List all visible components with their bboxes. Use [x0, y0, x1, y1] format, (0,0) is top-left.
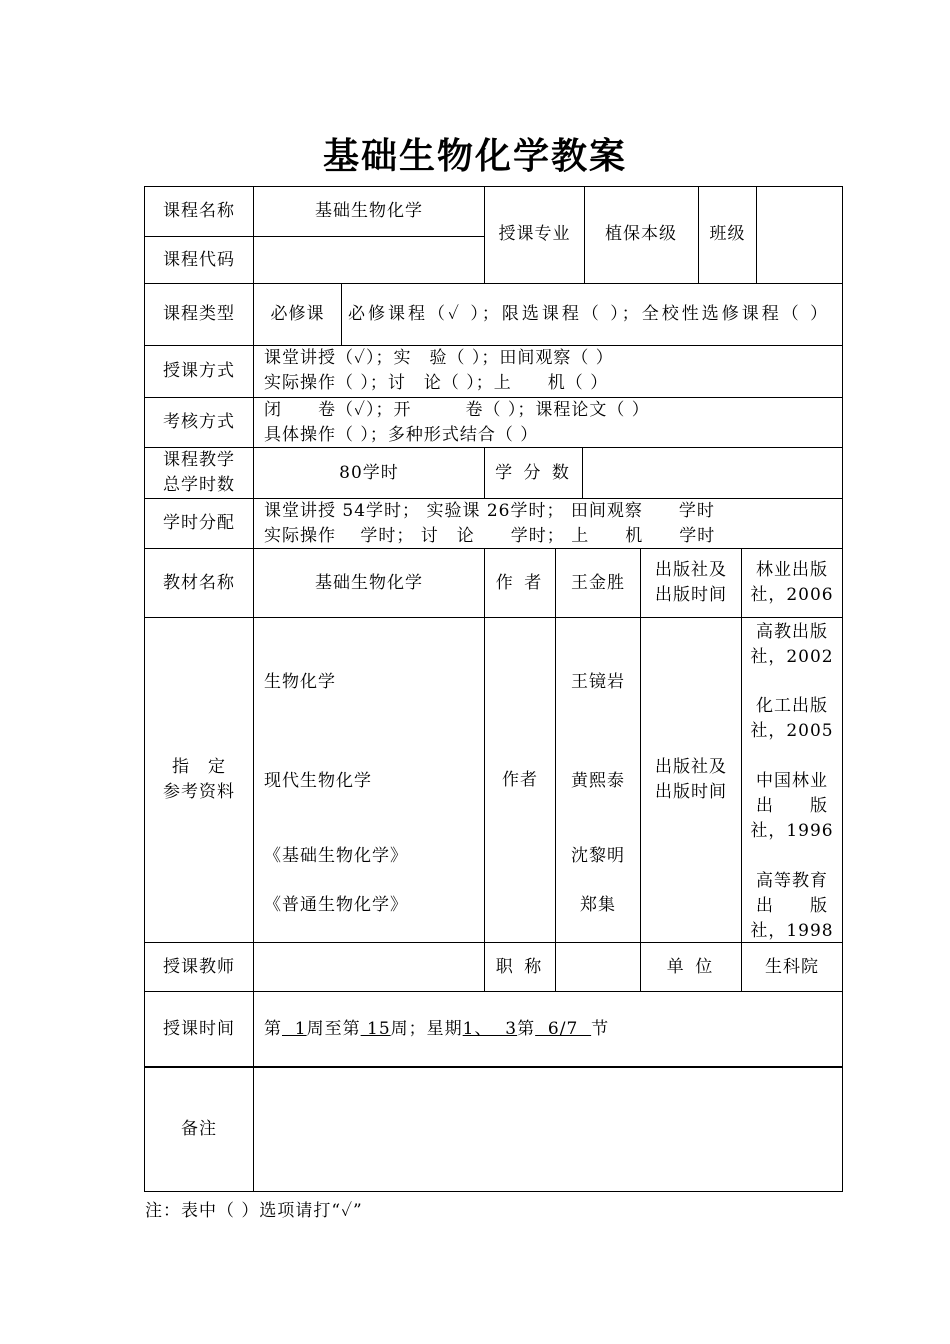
teaching-method-options — [254, 346, 842, 397]
reference-publisher-line: 高教出版 — [756, 622, 828, 642]
reference-label-line-2: 参考资料 — [163, 782, 235, 802]
textbook-publisher-line-1: 林业出版 — [756, 560, 828, 580]
footnote: 注：表中（ ）选项请打“✓” — [145, 1201, 363, 1221]
textbook-label: 教材名称 — [163, 572, 235, 593]
reference-author-label: 作者 — [502, 769, 538, 790]
unit-label: 单 位 — [666, 956, 716, 977]
reference-publisher-line: 社，2005 — [750, 721, 834, 741]
course-name-label: 课程名称 — [163, 200, 235, 221]
reference-publisher — [742, 694, 842, 744]
total-hours-label — [144, 448, 254, 498]
reference-book: 《普通生物化学》 — [264, 895, 408, 915]
reference-publisher-line: 社，1998 — [750, 921, 834, 941]
total-hours-value: 80学时 — [339, 462, 399, 483]
class-label: 班级 — [709, 224, 746, 244]
teaching-time-text: 节 — [591, 1018, 610, 1039]
week-end: 15 — [360, 1018, 391, 1039]
textbook-publisher-label-line-2: 出版时间 — [655, 585, 727, 605]
textbook-publisher-label — [641, 549, 741, 617]
exam-method-options — [254, 398, 842, 447]
exam-method-label: 考核方式 — [163, 412, 235, 432]
hour-distribution-line-1: 课堂讲授 54学时； 实验课 26学时； 田间观察 学时 — [264, 501, 715, 521]
teaching-time-text: 周；星期 — [390, 1018, 463, 1039]
hour-distribution-line-2: 实际操作 学时； 讨 论 学时； 上 机 学时 — [264, 526, 716, 546]
weekdays: 1、 3 — [462, 1018, 518, 1039]
major-value: 植保本级 — [605, 224, 677, 244]
remark-value — [254, 1068, 842, 1191]
reference-publisher-line: 出 版 — [756, 796, 828, 816]
teaching-method-label: 授课方式 — [163, 361, 235, 381]
hour-distribution — [254, 499, 842, 548]
reference-publisher — [742, 869, 842, 944]
reference-publisher — [742, 769, 842, 844]
teaching-time — [254, 992, 842, 1066]
total-hours-label-line-1: 课程教学 — [163, 450, 235, 470]
exam-method-line-2: 具体操作（ ）；多种形式结合（ ） — [264, 425, 539, 445]
reference-publisher — [742, 620, 842, 670]
reference-book: 现代生物化学 — [264, 771, 372, 791]
reference-label-line-1: 指 定 — [172, 757, 226, 777]
periods: 6/7 — [535, 1018, 592, 1039]
reference-publisher-line: 高等教育 — [756, 871, 828, 891]
reference-label — [144, 618, 254, 942]
reference-publisher-line: 社，1996 — [750, 821, 834, 841]
unit-value: 生科院 — [765, 956, 819, 977]
remark-label: 备注 — [181, 1119, 217, 1139]
course-name-value: 基础生物化学 — [315, 200, 423, 221]
page-title: 基础生物化学教案 — [322, 136, 627, 177]
reference-publisher-label-line-1: 出版社及 — [655, 757, 727, 777]
credit-value — [583, 448, 842, 498]
teaching-time-text: 第 — [264, 1018, 282, 1039]
hour-distribution-label: 学时分配 — [163, 513, 235, 533]
reference-book: 《基础生物化学》 — [264, 846, 408, 866]
class-value — [757, 186, 842, 283]
teaching-time-label: 授课时间 — [163, 1018, 235, 1039]
reference-author: 黄熙泰 — [571, 771, 625, 791]
reference-author: 郑集 — [580, 895, 616, 915]
reference-publisher-label-line-2: 出版时间 — [655, 782, 727, 802]
total-hours-label-line-2: 总学时数 — [163, 475, 235, 495]
credit-label: 学 分 数 — [495, 462, 572, 483]
teaching-method-line-2: 实际操作（ ）；讨 论（ ）；上 机（ ） — [264, 373, 609, 393]
teaching-method-line-1: 课堂讲授（✓）；实 验（ ）；田间观察（ ） — [264, 348, 614, 368]
job-title-value — [556, 943, 640, 991]
course-type-label: 课程类型 — [163, 304, 235, 324]
teacher-label: 授课教师 — [163, 956, 235, 977]
course-code-label: 课程代码 — [163, 249, 235, 270]
textbook-publisher-label-line-1: 出版社及 — [655, 560, 727, 580]
textbook-author: 王金胜 — [571, 572, 625, 593]
teacher-value — [254, 943, 484, 991]
textbook-author-label: 作 者 — [495, 572, 545, 593]
textbook-publisher-line-2: 社，2006 — [750, 585, 834, 605]
reference-publisher-line: 化工出版 — [756, 696, 828, 716]
reference-author: 沈黎明 — [571, 846, 625, 866]
textbook-publisher — [742, 549, 842, 617]
course-code-value — [254, 237, 484, 283]
course-type-options: 必修课程（✓ ）；限选课程（ ）；全校性选修课程（ ） — [348, 304, 831, 324]
reference-publisher-line: 出 版 — [756, 896, 828, 916]
reference-publisher-line: 中国林业 — [756, 771, 828, 791]
reference-publisher-label — [641, 618, 741, 942]
job-title-label: 职 称 — [495, 956, 545, 977]
reference-book: 生物化学 — [264, 672, 336, 692]
textbook-name: 基础生物化学 — [315, 572, 423, 593]
reference-publisher-line: 社，2002 — [750, 647, 834, 667]
reference-author: 王镜岩 — [571, 672, 625, 692]
major-label: 授课专业 — [498, 224, 571, 244]
week-start: 1 — [282, 1018, 307, 1039]
exam-method-line-1: 闭 卷（✓）；开 卷（ ）；课程论文（ ） — [264, 400, 650, 420]
teaching-time-text: 周至第 — [306, 1018, 361, 1039]
teaching-time-text: 第 — [517, 1018, 536, 1039]
course-type-value: 必修课 — [270, 304, 325, 324]
